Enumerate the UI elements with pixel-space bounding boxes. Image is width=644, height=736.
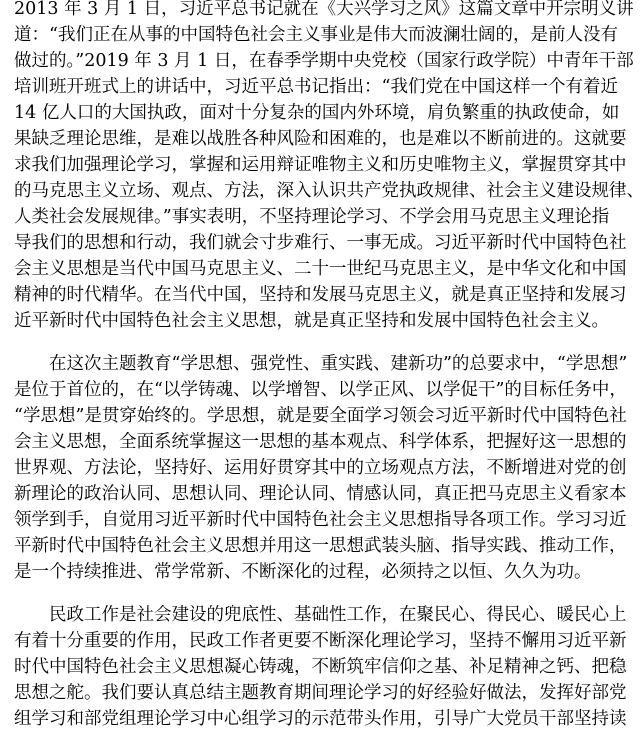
paragraph-2 — [14, 351, 628, 585]
text-line: 平新时代中国特色社会主义思想并用这一思想武装头脑、指导实践、推动工作， — [14, 536, 627, 556]
text-line: 有着十分重要的作用，民政工作者更要不断深化理论学习，坚持不懈用习近平新 — [14, 631, 627, 651]
text-line: 精神的时代精华。在当代中国，坚持和发展马克思主义，就是真正坚持和发展习 — [14, 285, 627, 305]
text-line: 是一个持续推进、常学常新、不断深化的过程，必须持之以恒、久久为功。 — [14, 562, 592, 582]
text-line: 思想之舵。我们要认真总结主题教育期间理论学习的好经验好做法，发挥好部党 — [14, 683, 627, 703]
text-line: 近平新时代中国特色社会主义思想，就是真正坚持和发展中国特色社会主义。 — [14, 311, 609, 331]
text-line: 会主义思想，全面系统掌握这一思想的基本观点、科学体系，把握好这一思想的 — [14, 432, 627, 452]
text-line: 会主义思想是当代中国马克思主义、二十一世纪马克思主义，是中华文化和中国 — [14, 259, 627, 279]
text-line: 2013 年 3 月 1 日，习近平总书记就在《大兴学习之风》这篇文章中开宗明义讲 — [14, 0, 634, 19]
text-line: 新理论的政治认同、思想认同、理论认同、情感认同，真正把马克思主义看家本 — [14, 484, 627, 504]
text-line: 果缺乏理论思维，是难以战胜各种风险和困难的，也是难以不断前进的。这就要 — [14, 129, 627, 149]
text-line: 是位于首位的，在“以学铸魂、以学增智、以学正风、以学促干”的目标任务中， — [14, 380, 627, 400]
text-line: 道：“我们正在从事的中国特色社会主义事业是伟大而波澜壮阔的，是前人没有 — [14, 25, 618, 45]
text-line: 导我们的思想和行动，我们就会寸步难行、一事无成。习近平新时代中国特色社 — [14, 233, 627, 253]
text-line: 领学到手，自觉用习近平新时代中国特色社会主义思想指导各项工作。学习习近 — [14, 510, 627, 530]
text-line: 民政工作是社会建设的兜底性、基础性工作，在聚民心、得民心、暖民心上 — [49, 605, 627, 625]
text-line: 时代中国特色社会主义思想凝心铸魂，不断筑牢信仰之基、补足精神之钙、把稳 — [14, 657, 627, 677]
text-line: 人类社会发展规律。”事实表明，不坚持理论学习、不学会用马克思主义理论指 — [14, 207, 610, 227]
text-line: 组学习和部党组理论学习中心组学习的示范带头作用，引导广大党员干部坚持读 — [14, 709, 627, 729]
paragraph-3 — [14, 602, 628, 732]
text-line: 培训班开班式上的讲话中，习近平总书记指出：“我们党在中国这样一个有着近 — [14, 77, 618, 97]
text-line: 14 亿人口的大国执政，面对十分复杂的国内外环境，肩负繁重的执政使命，如 — [14, 103, 620, 123]
text-line: 的马克思主义立场、观点、方法，深入认识共产党执政规律、社会主义建设规律、 — [14, 181, 644, 201]
text-line: 世界观、方法论，坚持好、运用好贯穿其中的立场观点方法，不断增进对党的创 — [14, 458, 627, 478]
text-line: “学思想”是贯穿始终的。学思想，就是要全面学习领会习近平新时代中国特色社 — [14, 406, 627, 426]
text-line: 做过的。”2019 年 3 月 1 日，在春季学期中央党校（国家行政学院）中青年干部 — [14, 51, 634, 71]
text-line: 在这次主题教育“学思想、强党性、重实践、建新功”的总要求中，“学思想” — [49, 354, 628, 374]
paragraph-1 — [14, 0, 644, 334]
text-line: 求我们加强理论学习，掌握和运用辩证唯物主义和历史唯物主义，掌握贯穿其中 — [14, 155, 627, 175]
